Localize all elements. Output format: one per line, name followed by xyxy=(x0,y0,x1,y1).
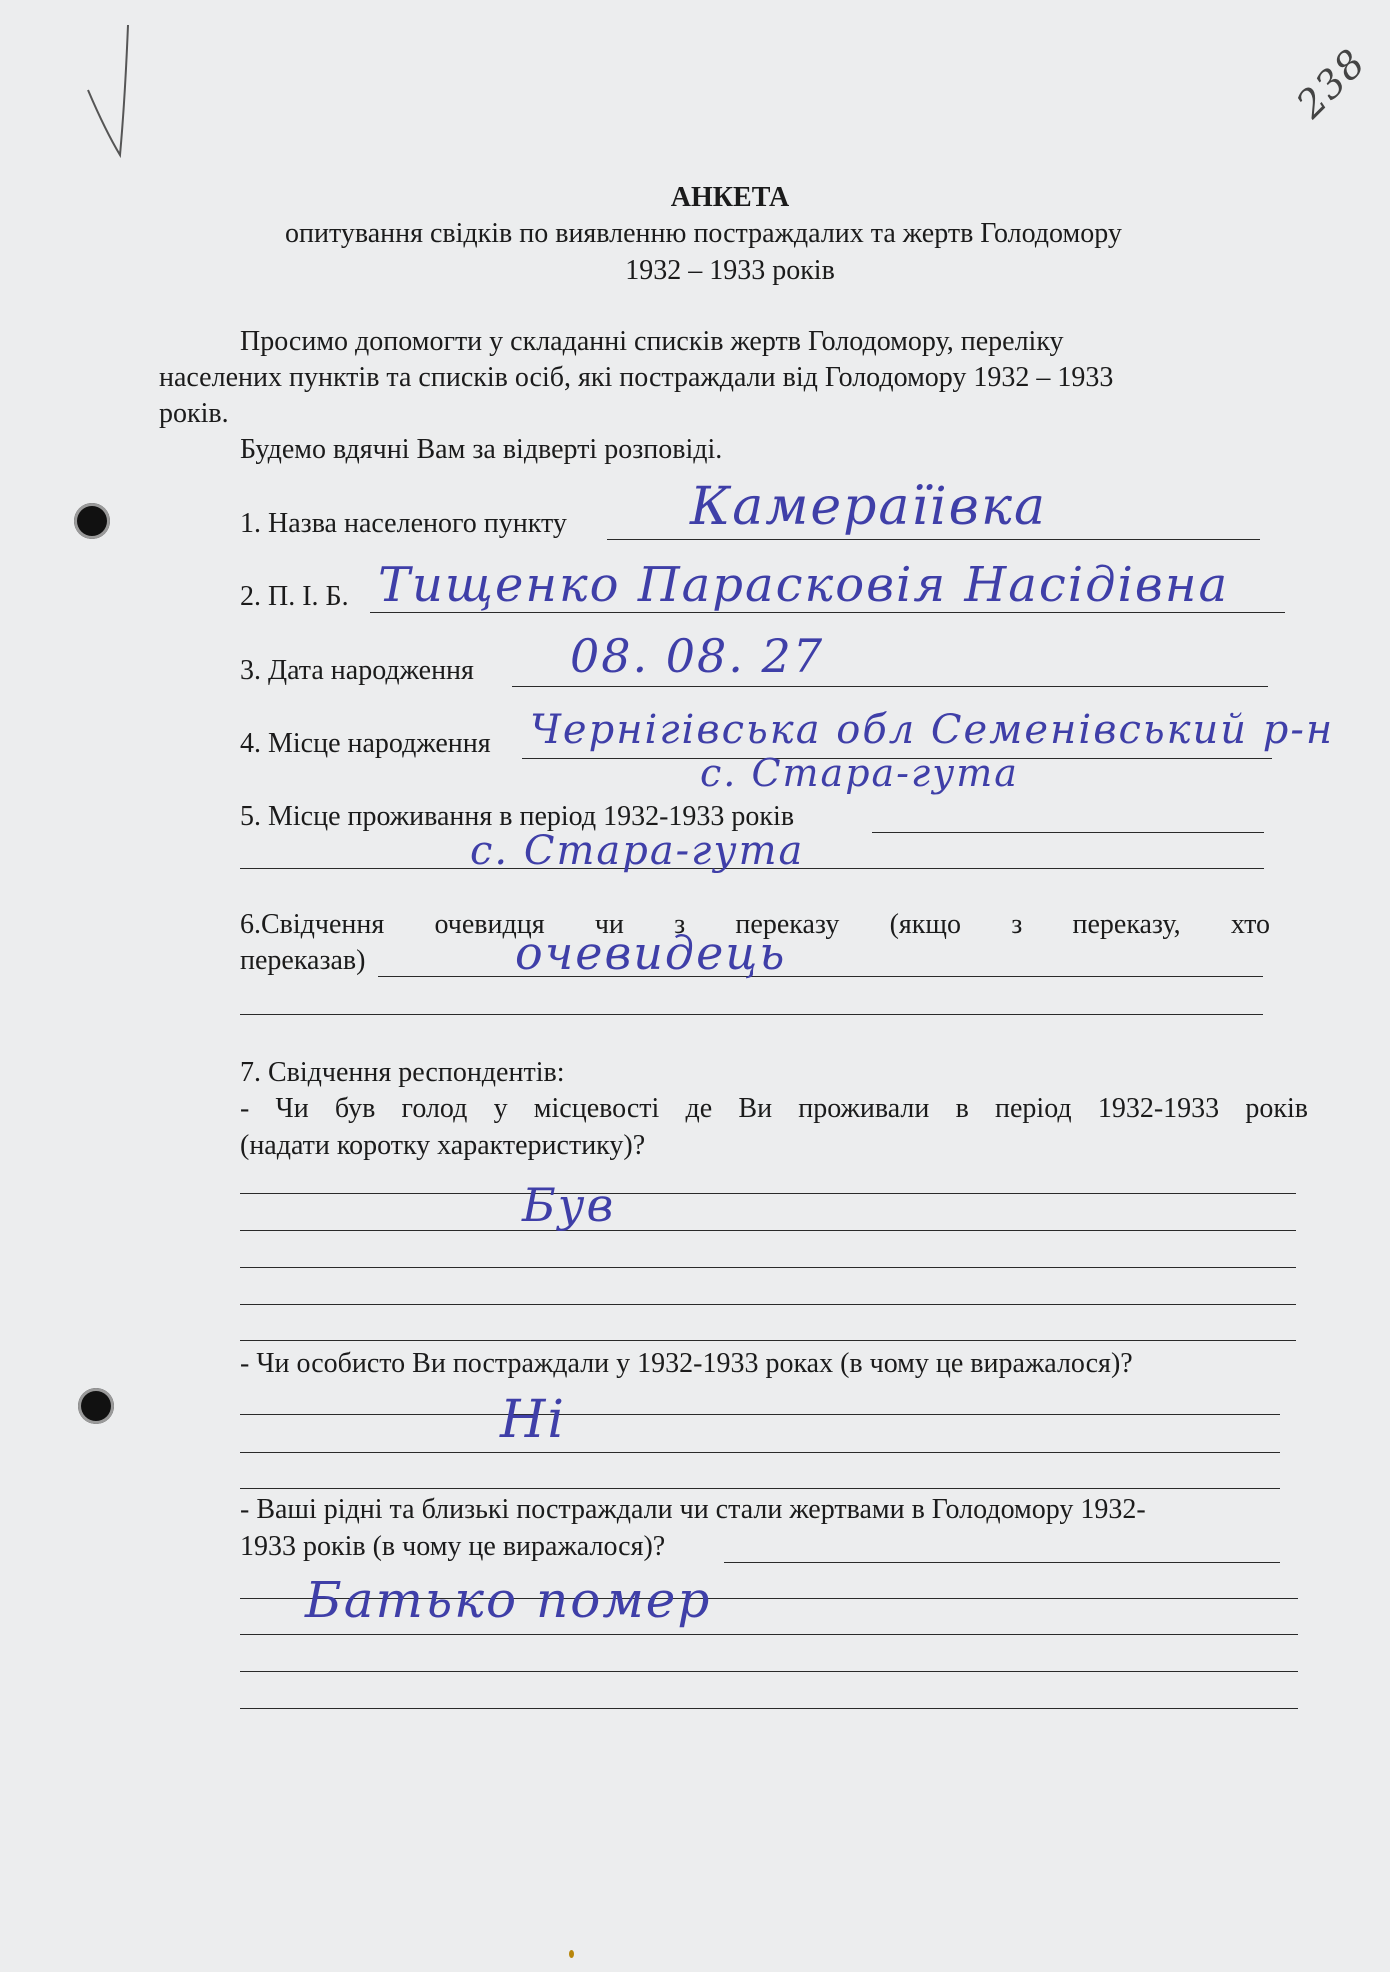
document-title: АНКЕТА xyxy=(670,182,790,213)
answer-line xyxy=(240,1634,1298,1635)
document-years: 1932 – 1933 років xyxy=(625,255,835,286)
ink-dot xyxy=(569,1950,574,1958)
document-subtitle: опитування свідків по виявленню постраждалих та жертв Голодомору xyxy=(285,218,1122,249)
answer-line xyxy=(240,1488,1280,1489)
intro-line: населених пунктів та списків осіб, які постраждали від Голодомору 1932 – 1933 xyxy=(159,362,1114,393)
answer-1: Був xyxy=(522,1178,616,1232)
residence-line xyxy=(872,832,1264,833)
answer-line xyxy=(240,1304,1296,1305)
birthplace-label: 4. Місце народження xyxy=(240,728,491,759)
question-2: - Чи особисто Ви постраждали у 1932-1933 роках (в чому це виражалося)? xyxy=(240,1348,1133,1379)
answer-2: Ні xyxy=(500,1390,566,1450)
question-3: - Ваші рідні та близькі постраждали чи стали жертвами в Голодомору 1932- xyxy=(240,1494,1146,1525)
intro-line: років. xyxy=(159,398,229,429)
question-3-cont: 1933 років (в чому це виражалося)? xyxy=(240,1531,666,1562)
settlement-value: Камерaїівка xyxy=(690,477,1048,537)
answer-line xyxy=(724,1562,1280,1563)
page-number: 238 xyxy=(1287,39,1375,127)
question-1: - Чи був голод у місцевості де Ви проживали в період 1932-1933 років xyxy=(240,1093,1308,1124)
answer-line xyxy=(240,1230,1296,1231)
intro-thanks: Будемо вдячні Вам за відверті розповіді. xyxy=(240,434,723,465)
birthdate-value: 08. 08. 27 xyxy=(570,629,825,683)
residence-label: 5. Місце проживання в період 1932-1933 років xyxy=(240,801,795,832)
answer-line xyxy=(240,1708,1298,1709)
answer-line xyxy=(240,1414,1280,1415)
answer-line xyxy=(240,1340,1296,1341)
settlement-line xyxy=(607,539,1260,540)
testimony-line-2 xyxy=(240,1014,1263,1015)
answer-line xyxy=(240,1671,1298,1672)
answer-line xyxy=(240,1452,1280,1453)
punch-hole-top xyxy=(74,503,110,539)
birthplace-value-village: с. Стара-гута xyxy=(700,751,1019,795)
residence-value: с. Стара-гута xyxy=(470,828,805,874)
section-heading: 7. Свідчення респондентів: xyxy=(240,1057,565,1088)
testimony-label: 6.Свідчення очевидця чи з переказу (якщо з переказу, хто xyxy=(240,909,1270,940)
punch-hole-bottom xyxy=(78,1388,114,1424)
checkmark-icon xyxy=(80,20,140,170)
settlement-label: 1. Назва населеного пункту xyxy=(240,508,567,539)
birthdate-label: 3. Дата народження xyxy=(240,655,474,686)
answer-3: Батько помер xyxy=(305,1571,712,1629)
name-value: Тищенко Парасковія Насідівна xyxy=(378,557,1230,613)
testimony-value: очевидець xyxy=(515,926,787,980)
testimony-line xyxy=(378,976,1263,977)
birthplace-value: Чернігівська обл Семенівський р-н xyxy=(530,707,1335,753)
name-label: 2. П. І. Б. xyxy=(240,581,349,612)
testimony-label-2: переказав) xyxy=(240,945,366,976)
answer-line xyxy=(240,1267,1296,1268)
intro-line: Просимо допомогти у складанні списків жертв Голодомору, переліку xyxy=(240,326,1064,357)
birthdate-line xyxy=(512,686,1268,687)
question-1-cont: (надати коротку характеристику)? xyxy=(240,1130,646,1161)
answer-line xyxy=(240,1193,1296,1194)
